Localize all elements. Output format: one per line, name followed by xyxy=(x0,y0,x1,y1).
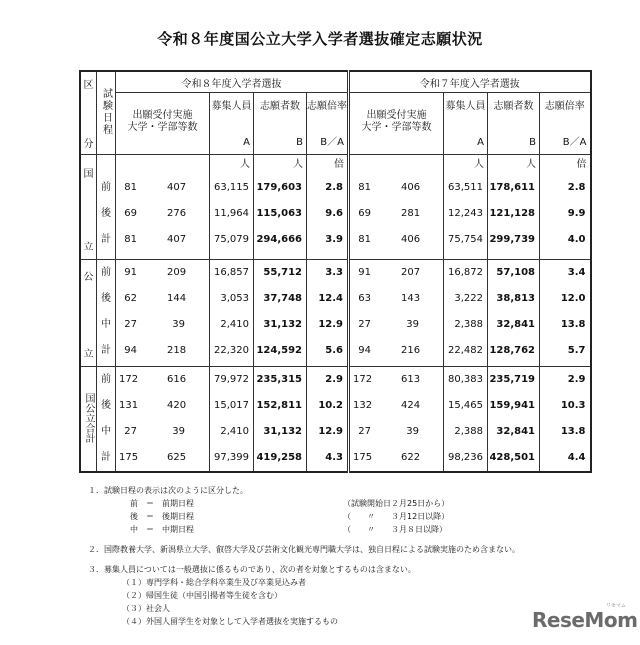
ratio-cell: 4.4 xyxy=(567,452,586,463)
capacity-cell: 16,872 xyxy=(448,267,483,278)
schedule-cell: 後 xyxy=(101,293,111,304)
univ-count-cell: 81 407 xyxy=(124,182,187,193)
schedule-cell: 中 xyxy=(101,319,111,330)
r7-capacity-header: 募集人員 A xyxy=(444,93,488,155)
applicants-cell: 55,712 xyxy=(263,267,302,278)
schedule-header xyxy=(97,71,116,155)
schedule-cell: 計 xyxy=(101,345,111,356)
univ-count-cell: 94 216 xyxy=(358,345,421,356)
univ-count-cell: 81 406 xyxy=(358,234,421,245)
note-1-item: 後 ＝ 後期日程 （ 〃 ３月12日以降） xyxy=(130,512,450,521)
schedule-header-label: 試験日程 xyxy=(100,87,112,136)
capacity-cell: 15,465 xyxy=(448,400,483,411)
univ-count-cell: 69 276 xyxy=(124,208,187,219)
capacity-cell: 22,482 xyxy=(448,345,483,356)
note-2: ２．国際教養大学、新潟県立大学、叡啓大学及び芸術文化観光専門職大学は、独自日程による試験実施のため含まない。 xyxy=(88,545,520,554)
univ-count-cell: 27 39 xyxy=(124,319,185,330)
capacity-cell: 11,964 xyxy=(214,208,249,219)
capacity-cell: 16,857 xyxy=(214,267,249,278)
capacity-cell: 98,236 xyxy=(448,452,483,463)
section-total xyxy=(80,367,591,473)
applicants-cell: 428,501 xyxy=(489,452,535,463)
ratio-cell: 13.8 xyxy=(560,426,586,437)
kubun-header-top: 区 xyxy=(83,80,94,91)
note-3: ３．募集人員については一般選抜に係るものであり、次の者を対象とするものは含まない。 xyxy=(88,565,416,574)
schedule-cell: 計 xyxy=(101,234,111,245)
ratio-cell: 10.2 xyxy=(318,400,343,411)
r7-univ-header: 出願受付実施 大学・学部等数 xyxy=(349,93,444,155)
r8-group-header: 令和８年度入学者選抜 xyxy=(116,71,349,93)
section-label: 公 立 xyxy=(80,260,97,367)
capacity-cell: 63,115 xyxy=(214,182,249,193)
applicants-cell: 299,739 xyxy=(489,234,535,245)
schedule-cell: 後 xyxy=(101,208,111,219)
applicants-cell: 31,132 xyxy=(263,319,302,330)
applicants-cell: 32,841 xyxy=(496,319,535,330)
kubun-header-bottom: 分 xyxy=(83,139,94,150)
applicants-cell: 235,315 xyxy=(256,374,302,385)
applicants-cell: 32,841 xyxy=(496,426,535,437)
univ-count-cell: 69 281 xyxy=(358,208,421,219)
ratio-cell: 9.9 xyxy=(567,208,586,219)
ratio-cell: 5.7 xyxy=(567,345,586,356)
applicants-cell: 124,592 xyxy=(256,345,302,356)
note-3-item: （２）帰国生徒（中国引揚者等生徒を含む） xyxy=(122,591,282,600)
applicants-cell: 178,611 xyxy=(489,182,535,193)
ratio-cell: 3.4 xyxy=(567,267,586,278)
ratio-cell: 12.9 xyxy=(318,426,343,437)
note-3-item: （４）外国人留学生を対象として入学者選抜を実施するもの xyxy=(122,617,338,626)
applicants-cell: 128,762 xyxy=(489,345,535,356)
ratio-cell: 9.6 xyxy=(325,208,343,219)
section-public xyxy=(80,260,591,367)
applicant-status-table xyxy=(79,70,592,473)
capacity-cell: 80,383 xyxy=(448,374,483,385)
univ-count-cell: 81 407 xyxy=(124,234,187,245)
r7-group-header: 令和７年度入学者選抜 xyxy=(349,71,591,93)
note-3-item: （１）専門学科・総合学科卒業生及び卒業見込み者 xyxy=(122,578,306,587)
capacity-cell: 2,410 xyxy=(220,426,249,437)
capacity-cell: 12,243 xyxy=(448,208,483,219)
univ-count-cell: 132 424 xyxy=(353,400,421,411)
footnotes xyxy=(88,484,628,628)
r8-applicants-header: 志願者数 B xyxy=(254,93,307,155)
capacity-cell: 79,972 xyxy=(214,374,249,385)
applicants-cell: 37,748 xyxy=(263,293,302,304)
page-title: 令和８年度国公立大学入学者選抜確定志願状況 xyxy=(157,30,483,48)
schedule-cell: 前 xyxy=(101,267,111,278)
ratio-cell: 2.8 xyxy=(567,182,586,193)
applicants-cell: 419,258 xyxy=(256,452,302,463)
r8-capacity-header: 募集人員 A xyxy=(210,93,254,155)
note-1: １．試験日程の表示は次のように区分した。 xyxy=(88,486,248,495)
univ-count-cell: 27 39 xyxy=(124,426,185,437)
applicants-cell: 235,719 xyxy=(489,374,535,385)
ratio-cell: 10.3 xyxy=(560,400,586,411)
ratio-cell: 3.9 xyxy=(325,234,343,245)
capacity-cell: 97,399 xyxy=(214,452,249,463)
capacity-cell: 3,222 xyxy=(454,293,483,304)
capacity-cell: 15,017 xyxy=(214,400,249,411)
r8-ratio-header: 志願倍率 B／A xyxy=(307,93,349,155)
capacity-cell: 3,053 xyxy=(220,293,249,304)
resemom-logo: ReseMom xyxy=(532,608,638,632)
ratio-cell: 13.8 xyxy=(560,319,586,330)
schedule-cell: 前 xyxy=(101,182,111,193)
univ-count-cell: 91 209 xyxy=(124,267,187,278)
ratio-cell: 3.3 xyxy=(325,267,343,278)
ratio-cell: 2.8 xyxy=(325,182,343,193)
univ-count-cell: 63 143 xyxy=(358,293,421,304)
ratio-cell: 12.9 xyxy=(318,319,343,330)
note-1-item: 前 ＝ 前期日程 （試験開始日２月25日から） xyxy=(130,499,450,508)
capacity-cell: 2,410 xyxy=(220,319,249,330)
univ-count-cell: 175 625 xyxy=(119,452,187,463)
ratio-cell: 2.9 xyxy=(325,374,343,385)
r7-applicants-header: 志願者数 B xyxy=(488,93,540,155)
univ-count-cell: 175 622 xyxy=(353,452,421,463)
ratio-cell: 4.3 xyxy=(325,452,343,463)
applicants-cell: 294,666 xyxy=(256,234,302,245)
schedule-cell: 計 xyxy=(101,452,111,463)
r7-ratio-header: 志願倍率 B／A xyxy=(540,93,591,155)
note-1-item: 中 ＝ 中期日程 （ 〃 ３月８日以降） xyxy=(130,525,447,534)
univ-count-cell: 91 207 xyxy=(358,267,421,278)
univ-count-cell: 94 218 xyxy=(124,345,187,356)
univ-count-cell: 27 39 xyxy=(358,319,419,330)
univ-count-cell: 81 406 xyxy=(358,182,421,193)
schedule-cell: 前 xyxy=(101,374,111,385)
r8-univ-header: 出願受付実施 大学・学部等数 xyxy=(116,93,210,155)
univ-count-cell: 172 613 xyxy=(353,374,421,385)
ratio-cell: 5.6 xyxy=(325,345,343,356)
capacity-cell: 75,079 xyxy=(214,234,249,245)
applicants-cell: 159,941 xyxy=(489,400,535,411)
univ-count-cell: 27 39 xyxy=(358,426,419,437)
applicants-cell: 38,813 xyxy=(496,293,535,304)
watermark-ruby: リセマム xyxy=(606,603,626,609)
schedule-cell: 後 xyxy=(101,400,111,411)
applicants-cell: 31,132 xyxy=(263,426,302,437)
capacity-cell: 2,388 xyxy=(454,319,483,330)
capacity-cell: 2,388 xyxy=(454,426,483,437)
univ-count-cell: 131 420 xyxy=(119,400,187,411)
applicants-cell: 57,108 xyxy=(496,267,535,278)
section-label: 国公立合計 xyxy=(80,367,97,473)
section-national: 国 立 前 後 計 81 407 69 276 81 407 人 63,115 11,964 75,079 人 179,603 115,063 294,666 倍 2.8 9.6 3.9 81 406 69 281 81 406 人 63,511 12,243 75,754 人 178,611 121,128 299,739 倍 2.8 9.9 4.0 xyxy=(80,155,591,260)
capacity-cell: 75,754 xyxy=(448,234,483,245)
kubun-header xyxy=(80,71,97,155)
applicants-cell: 121,128 xyxy=(489,208,535,219)
section-label: 国 立 xyxy=(80,155,97,260)
ratio-cell: 4.0 xyxy=(567,234,586,245)
applicants-cell: 115,063 xyxy=(256,208,302,219)
univ-count-cell: 172 616 xyxy=(119,374,187,385)
note-3-item: （３）社会人 xyxy=(122,604,170,613)
applicants-cell: 179,603 xyxy=(256,182,302,193)
univ-count-cell: 62 144 xyxy=(124,293,187,304)
capacity-cell: 22,320 xyxy=(214,345,249,356)
ratio-cell: 12.0 xyxy=(560,293,586,304)
ratio-cell: 2.9 xyxy=(567,374,586,385)
ratio-cell: 12.4 xyxy=(318,293,343,304)
schedule-cell: 中 xyxy=(101,426,111,437)
applicants-cell: 152,811 xyxy=(256,400,302,411)
capacity-cell: 63,511 xyxy=(448,182,483,193)
